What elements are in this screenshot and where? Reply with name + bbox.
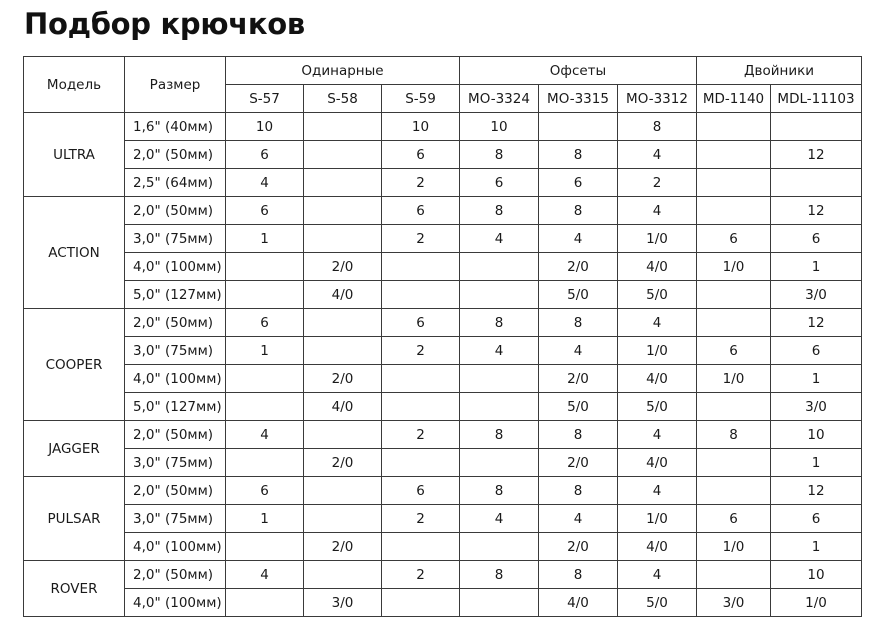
hook-value-cell: 2/0 bbox=[539, 449, 618, 477]
hook-value-cell: 10 bbox=[771, 561, 862, 589]
hook-value-cell: 12 bbox=[771, 141, 862, 169]
hook-value-cell bbox=[697, 141, 771, 169]
hook-value-cell bbox=[697, 561, 771, 589]
hook-value-cell bbox=[697, 477, 771, 505]
hook-value-cell: 6 bbox=[771, 505, 862, 533]
size-cell: 3,0" (75мм) bbox=[125, 225, 226, 253]
hook-value-cell: 5/0 bbox=[618, 393, 697, 421]
model-name-cell: COOPER bbox=[24, 309, 125, 421]
hook-value-cell: 4 bbox=[539, 225, 618, 253]
hook-value-cell: 2 bbox=[382, 421, 460, 449]
hook-value-cell: 2/0 bbox=[539, 365, 618, 393]
hook-value-cell: 2/0 bbox=[304, 365, 382, 393]
hook-value-cell bbox=[382, 589, 460, 617]
table-row bbox=[24, 589, 862, 617]
hook-value-cell: 4 bbox=[226, 421, 304, 449]
hook-value-cell: 6 bbox=[382, 309, 460, 337]
size-cell: 4,0" (100мм) bbox=[125, 589, 226, 617]
hook-value-cell: 6 bbox=[226, 197, 304, 225]
model-name-cell: ROVER bbox=[24, 561, 125, 617]
hook-value-cell bbox=[460, 449, 539, 477]
hook-value-cell: 4/0 bbox=[618, 449, 697, 477]
hook-value-cell: 4/0 bbox=[618, 533, 697, 561]
size-cell: 4,0" (100мм) bbox=[125, 533, 226, 561]
model-name-cell: ACTION bbox=[24, 197, 125, 309]
hook-value-cell bbox=[226, 281, 304, 309]
hook-value-cell: 6 bbox=[226, 477, 304, 505]
column-header: MDL-11103 bbox=[771, 85, 862, 113]
hook-value-cell: 6 bbox=[226, 141, 304, 169]
hook-value-cell bbox=[304, 421, 382, 449]
hook-value-cell bbox=[382, 281, 460, 309]
hook-value-cell: 6 bbox=[697, 505, 771, 533]
hook-value-cell bbox=[697, 449, 771, 477]
hook-value-cell: 6 bbox=[382, 141, 460, 169]
hook-value-cell bbox=[697, 281, 771, 309]
hook-value-cell: 10 bbox=[382, 113, 460, 141]
hook-value-cell bbox=[304, 113, 382, 141]
hook-value-cell: 6 bbox=[460, 169, 539, 197]
hook-value-cell: 2 bbox=[618, 169, 697, 197]
hook-value-cell: 5/0 bbox=[539, 393, 618, 421]
table-row bbox=[24, 533, 862, 561]
hook-value-cell: 5/0 bbox=[618, 281, 697, 309]
hook-value-cell: 1/0 bbox=[771, 589, 862, 617]
hook-value-cell: 2 bbox=[382, 505, 460, 533]
hook-value-cell: 4 bbox=[539, 505, 618, 533]
hook-value-cell: 6 bbox=[382, 477, 460, 505]
hook-value-cell: 2 bbox=[382, 169, 460, 197]
table-row bbox=[24, 113, 862, 141]
hook-value-cell: 3/0 bbox=[697, 589, 771, 617]
hook-value-cell: 8 bbox=[697, 421, 771, 449]
table-row bbox=[24, 337, 862, 365]
hook-value-cell bbox=[304, 505, 382, 533]
size-cell: 5,0" (127мм) bbox=[125, 393, 226, 421]
hook-value-cell: 6 bbox=[771, 337, 862, 365]
hook-value-cell bbox=[460, 589, 539, 617]
hook-value-cell: 4 bbox=[618, 421, 697, 449]
hook-value-cell: 6 bbox=[539, 169, 618, 197]
hook-value-cell bbox=[304, 561, 382, 589]
hook-value-cell: 4 bbox=[618, 309, 697, 337]
hook-value-cell: 4 bbox=[539, 337, 618, 365]
hook-value-cell bbox=[460, 253, 539, 281]
table-row bbox=[24, 309, 862, 337]
hook-value-cell: 8 bbox=[539, 197, 618, 225]
page-title: Подбор крючков bbox=[24, 7, 305, 41]
hook-value-cell bbox=[226, 365, 304, 393]
column-header: MO-3324 bbox=[460, 85, 539, 113]
table-row bbox=[24, 393, 862, 421]
table-row bbox=[24, 505, 862, 533]
hook-value-cell: 12 bbox=[771, 477, 862, 505]
hook-value-cell: 8 bbox=[618, 113, 697, 141]
hook-value-cell bbox=[771, 113, 862, 141]
hook-value-cell: 1 bbox=[226, 225, 304, 253]
hook-value-cell bbox=[226, 253, 304, 281]
table-row bbox=[24, 141, 862, 169]
hook-value-cell: 12 bbox=[771, 197, 862, 225]
hook-value-cell: 4 bbox=[226, 561, 304, 589]
hook-value-cell bbox=[460, 533, 539, 561]
table-row bbox=[24, 281, 862, 309]
hook-value-cell: 4/0 bbox=[304, 281, 382, 309]
hook-value-cell bbox=[382, 449, 460, 477]
table-body bbox=[24, 113, 862, 617]
column-header: MD-1140 bbox=[697, 85, 771, 113]
column-header: S-57 bbox=[226, 85, 304, 113]
hook-value-cell: 2/0 bbox=[304, 533, 382, 561]
hook-value-cell: 8 bbox=[539, 309, 618, 337]
table-row bbox=[24, 225, 862, 253]
hook-value-cell: 4 bbox=[460, 505, 539, 533]
size-cell: 3,0" (75мм) bbox=[125, 449, 226, 477]
hook-value-cell: 6 bbox=[226, 309, 304, 337]
hook-value-cell bbox=[382, 393, 460, 421]
hook-value-cell: 4 bbox=[226, 169, 304, 197]
hook-value-cell: 1 bbox=[771, 253, 862, 281]
table-row bbox=[24, 253, 862, 281]
hook-value-cell: 8 bbox=[460, 141, 539, 169]
hook-value-cell bbox=[382, 253, 460, 281]
hook-value-cell: 5/0 bbox=[539, 281, 618, 309]
hook-value-cell: 1 bbox=[771, 365, 862, 393]
hook-value-cell: 1 bbox=[226, 505, 304, 533]
size-cell: 4,0" (100мм) bbox=[125, 253, 226, 281]
table-row bbox=[24, 561, 862, 589]
hook-value-cell bbox=[226, 533, 304, 561]
hook-value-cell: 12 bbox=[771, 309, 862, 337]
hook-value-cell: 1/0 bbox=[697, 365, 771, 393]
hook-value-cell: 6 bbox=[382, 197, 460, 225]
hook-value-cell bbox=[460, 281, 539, 309]
hook-value-cell: 4 bbox=[618, 561, 697, 589]
hook-value-cell: 2 bbox=[382, 225, 460, 253]
header-size: Размер bbox=[125, 57, 226, 113]
hook-value-cell: 4 bbox=[618, 197, 697, 225]
hook-value-cell bbox=[382, 533, 460, 561]
hook-value-cell bbox=[304, 225, 382, 253]
hook-value-cell: 8 bbox=[460, 561, 539, 589]
hook-value-cell: 2/0 bbox=[304, 253, 382, 281]
hook-value-cell bbox=[697, 197, 771, 225]
size-cell: 5,0" (127мм) bbox=[125, 281, 226, 309]
hook-value-cell bbox=[382, 365, 460, 393]
size-cell: 3,0" (75мм) bbox=[125, 337, 226, 365]
hook-value-cell: 1 bbox=[771, 449, 862, 477]
hook-value-cell: 1 bbox=[771, 533, 862, 561]
size-cell: 1,6" (40мм) bbox=[125, 113, 226, 141]
table-row bbox=[24, 421, 862, 449]
hook-value-cell: 10 bbox=[226, 113, 304, 141]
hook-value-cell: 8 bbox=[460, 477, 539, 505]
header-row-groups bbox=[24, 57, 862, 85]
hook-value-cell: 3/0 bbox=[771, 393, 862, 421]
table-row bbox=[24, 449, 862, 477]
table-row bbox=[24, 477, 862, 505]
size-cell: 2,5" (64мм) bbox=[125, 169, 226, 197]
hook-value-cell: 8 bbox=[460, 197, 539, 225]
hook-value-cell: 4/0 bbox=[618, 365, 697, 393]
size-cell: 2,0" (50мм) bbox=[125, 421, 226, 449]
hook-value-cell: 5/0 bbox=[618, 589, 697, 617]
size-cell: 2,0" (50мм) bbox=[125, 309, 226, 337]
hook-value-cell: 1/0 bbox=[618, 337, 697, 365]
hook-value-cell bbox=[771, 169, 862, 197]
hook-value-cell: 8 bbox=[460, 309, 539, 337]
hook-value-cell: 4/0 bbox=[304, 393, 382, 421]
column-header: MO-3312 bbox=[618, 85, 697, 113]
hook-value-cell: 10 bbox=[771, 421, 862, 449]
table-row bbox=[24, 365, 862, 393]
hook-value-cell bbox=[304, 169, 382, 197]
hook-value-cell bbox=[697, 393, 771, 421]
hook-value-cell: 1 bbox=[226, 337, 304, 365]
hook-value-cell: 6 bbox=[697, 225, 771, 253]
header-model: Модель bbox=[24, 57, 125, 113]
hook-value-cell: 4 bbox=[618, 477, 697, 505]
header-group-double: Двойники bbox=[697, 57, 862, 85]
hook-value-cell: 3/0 bbox=[771, 281, 862, 309]
hook-value-cell: 3/0 bbox=[304, 589, 382, 617]
hook-value-cell bbox=[304, 477, 382, 505]
hook-value-cell: 8 bbox=[539, 421, 618, 449]
table-row bbox=[24, 197, 862, 225]
table-row bbox=[24, 169, 862, 197]
column-header: MO-3315 bbox=[539, 85, 618, 113]
hook-selection-table bbox=[23, 56, 862, 617]
hook-value-cell: 4 bbox=[460, 337, 539, 365]
hook-value-cell: 2/0 bbox=[304, 449, 382, 477]
hook-value-cell: 4/0 bbox=[539, 589, 618, 617]
hook-value-cell bbox=[226, 449, 304, 477]
hook-value-cell: 4/0 bbox=[618, 253, 697, 281]
hook-value-cell: 1/0 bbox=[618, 505, 697, 533]
hook-value-cell bbox=[539, 113, 618, 141]
header-group-offset: Офсеты bbox=[460, 57, 697, 85]
hook-value-cell bbox=[226, 589, 304, 617]
size-cell: 3,0" (75мм) bbox=[125, 505, 226, 533]
model-name-cell: ULTRA bbox=[24, 113, 125, 197]
hook-value-cell bbox=[226, 393, 304, 421]
hook-value-cell: 8 bbox=[460, 421, 539, 449]
hook-value-cell: 1/0 bbox=[697, 253, 771, 281]
size-cell: 2,0" (50мм) bbox=[125, 197, 226, 225]
hook-value-cell: 8 bbox=[539, 477, 618, 505]
hook-value-cell: 8 bbox=[539, 141, 618, 169]
hook-value-cell: 4 bbox=[460, 225, 539, 253]
hook-value-cell: 2 bbox=[382, 337, 460, 365]
hook-value-cell: 2/0 bbox=[539, 253, 618, 281]
hook-value-cell: 6 bbox=[697, 337, 771, 365]
hook-value-cell bbox=[304, 141, 382, 169]
hook-value-cell: 10 bbox=[460, 113, 539, 141]
hook-value-cell bbox=[697, 113, 771, 141]
model-name-cell: PULSAR bbox=[24, 477, 125, 561]
hook-value-cell bbox=[304, 337, 382, 365]
hook-value-cell: 2 bbox=[382, 561, 460, 589]
hook-value-cell bbox=[304, 197, 382, 225]
column-header: S-58 bbox=[304, 85, 382, 113]
model-name-cell: JAGGER bbox=[24, 421, 125, 477]
hook-value-cell: 1/0 bbox=[618, 225, 697, 253]
hook-value-cell bbox=[697, 309, 771, 337]
hook-value-cell bbox=[697, 169, 771, 197]
hook-value-cell: 1/0 bbox=[697, 533, 771, 561]
column-header: S-59 bbox=[382, 85, 460, 113]
size-cell: 2,0" (50мм) bbox=[125, 561, 226, 589]
hook-value-cell: 6 bbox=[771, 225, 862, 253]
size-cell: 2,0" (50мм) bbox=[125, 141, 226, 169]
size-cell: 4,0" (100мм) bbox=[125, 365, 226, 393]
hook-value-cell bbox=[460, 365, 539, 393]
header-group-single: Одинарные bbox=[226, 57, 460, 85]
hook-value-cell bbox=[304, 309, 382, 337]
hook-value-cell: 8 bbox=[539, 561, 618, 589]
hook-value-cell bbox=[460, 393, 539, 421]
hook-value-cell: 2/0 bbox=[539, 533, 618, 561]
hook-value-cell: 4 bbox=[618, 141, 697, 169]
size-cell: 2,0" (50мм) bbox=[125, 477, 226, 505]
